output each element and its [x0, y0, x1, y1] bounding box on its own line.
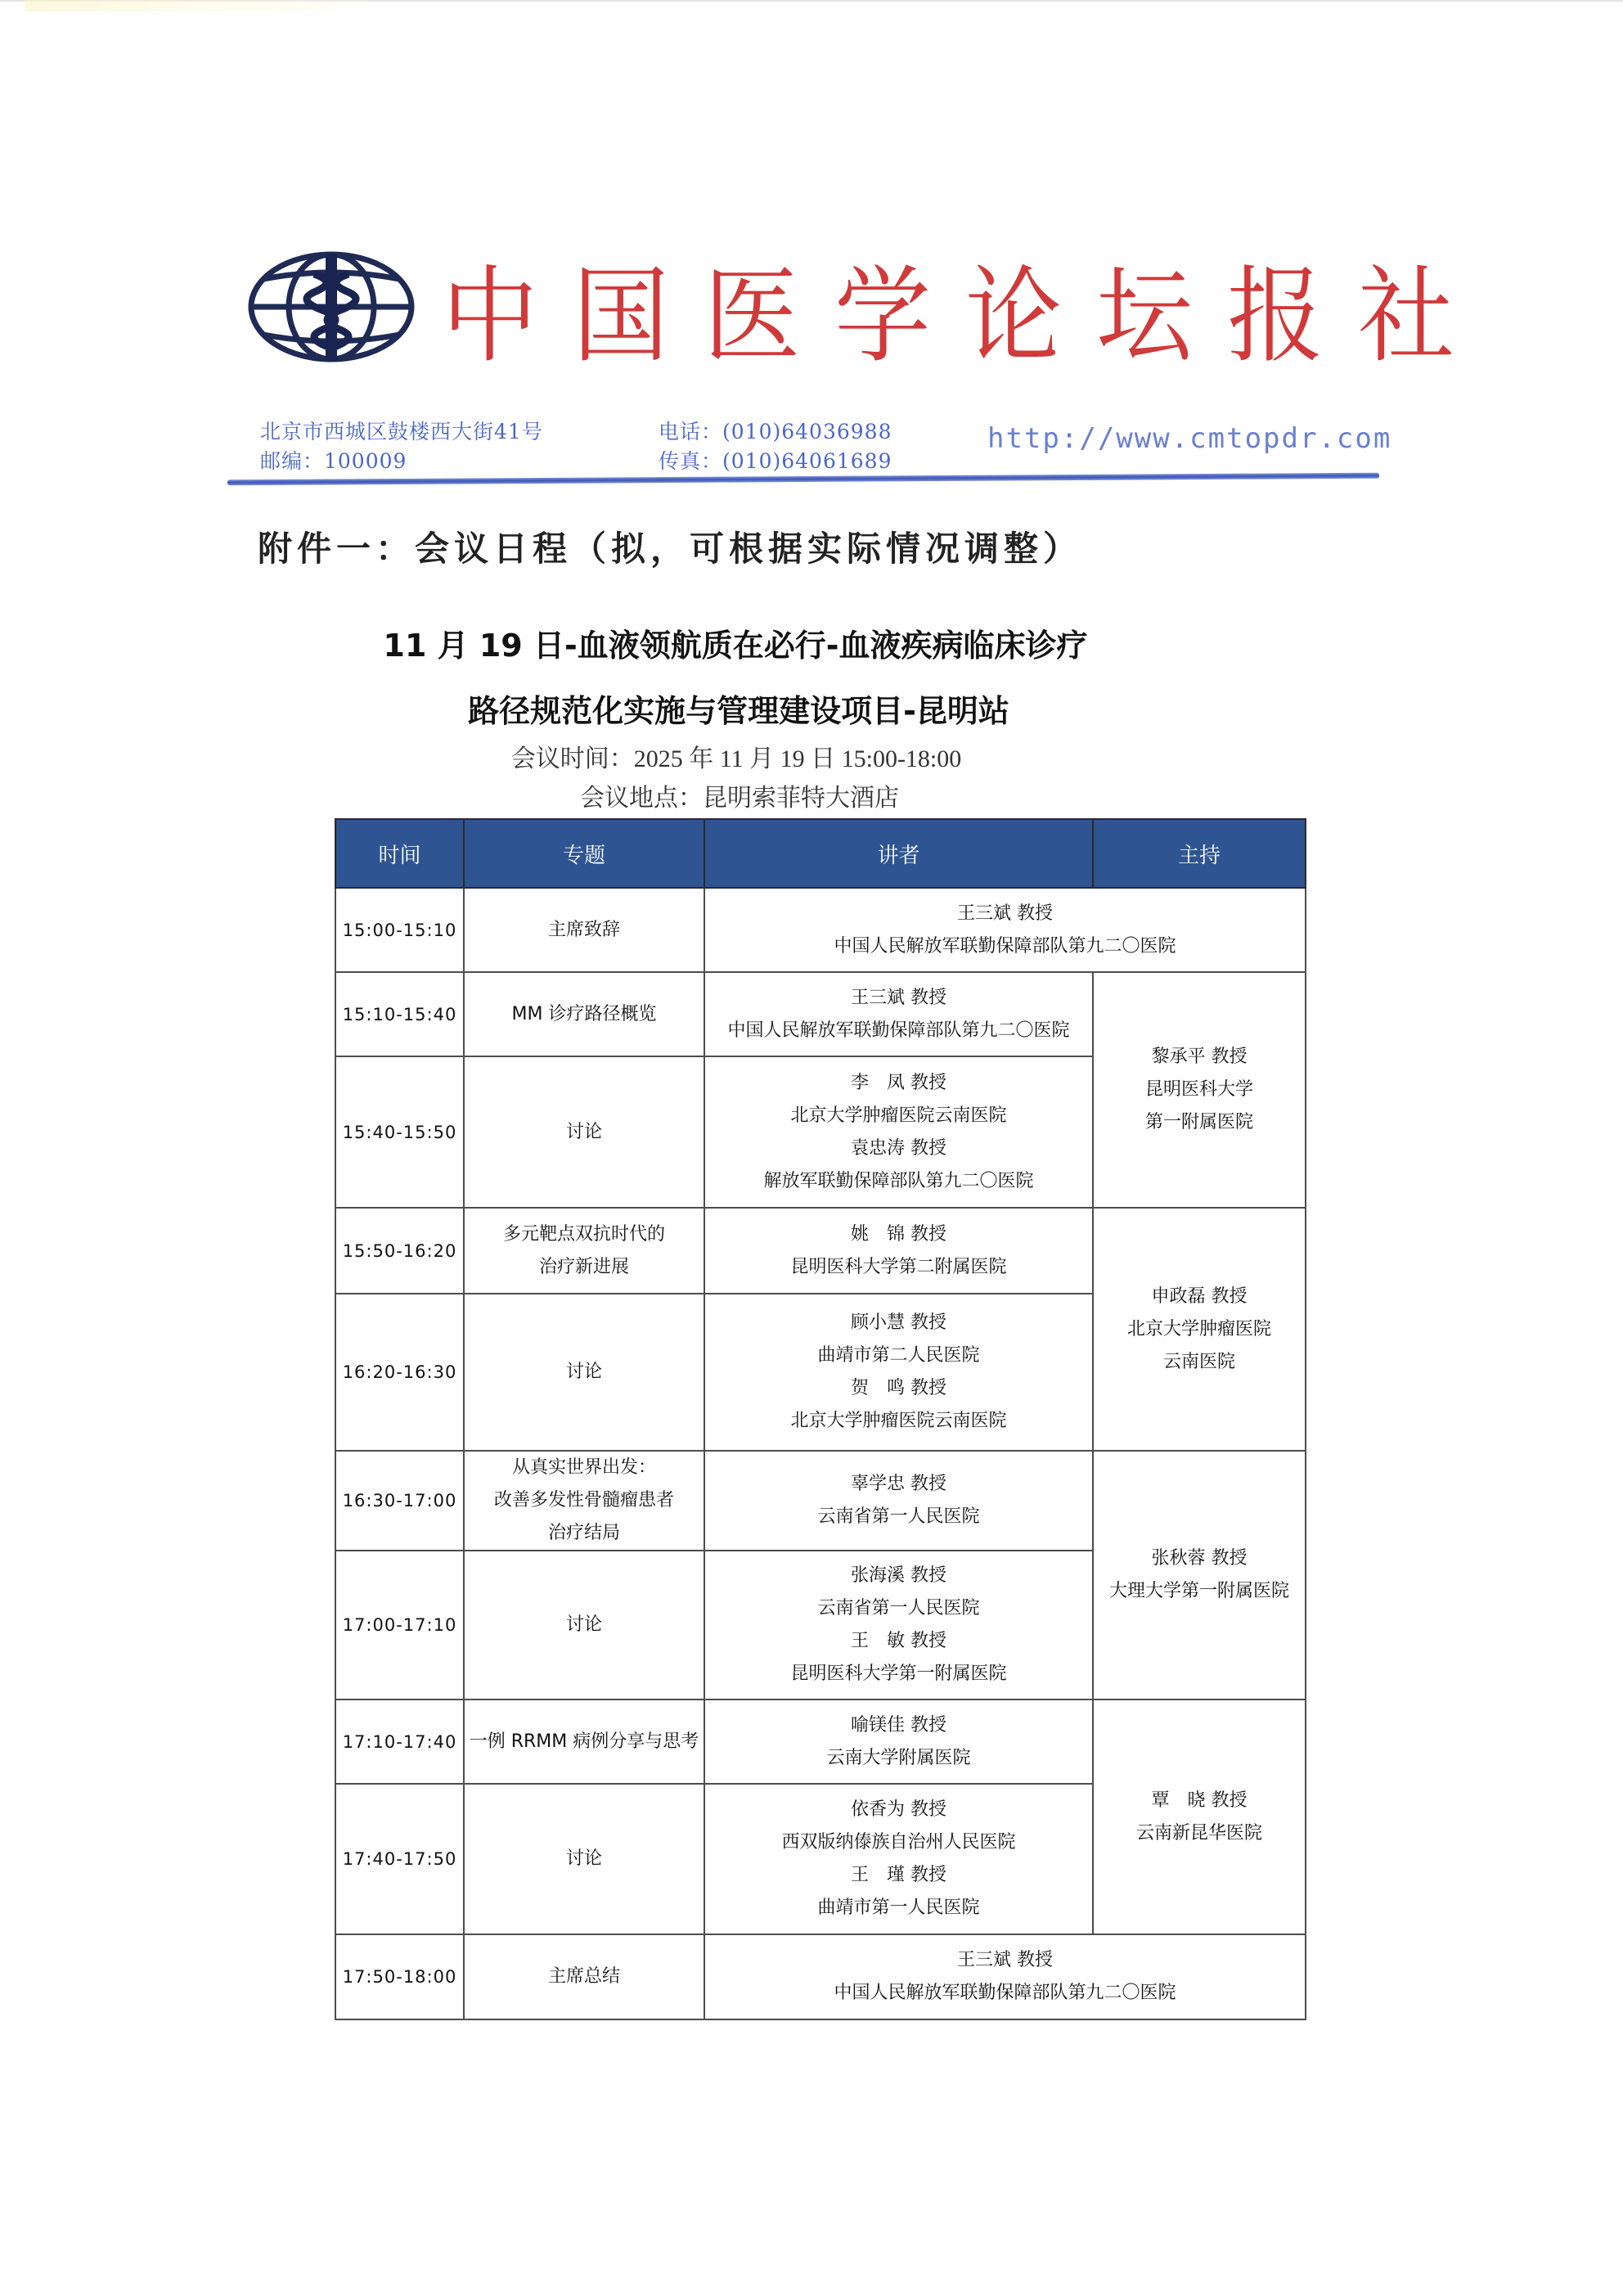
table-row	[335, 1934, 1306, 2019]
host-cell	[1093, 1451, 1306, 1699]
topic-cell	[464, 1934, 704, 2019]
topic-line: 一例 RRMM 病例分享与思考	[469, 1731, 699, 1752]
time-cell: 17:50-18:00	[335, 1934, 464, 2019]
topic-cell	[464, 888, 704, 972]
speaker-cell	[704, 1056, 1093, 1208]
address-line: 北京市西城区鼓楼西大街41号	[260, 420, 543, 443]
table-header-row	[335, 819, 1306, 888]
time-cell: 16:30-17:00	[335, 1451, 464, 1551]
speaker-affiliation: 曲靖市第一人民医院	[817, 1898, 980, 1918]
speaker-name: 王三斌 教授	[957, 1950, 1053, 1970]
host-cell	[1093, 1699, 1306, 1934]
host-affiliation: 北京大学肿瘤医院	[1126, 1318, 1271, 1339]
speaker-cell	[704, 1451, 1093, 1551]
host-affiliation: 云南医院	[1162, 1351, 1235, 1372]
host-affiliation: 昆明医科大学	[1144, 1079, 1253, 1100]
speaker-name: 李 凤 教授	[851, 1072, 946, 1093]
agenda-body	[335, 888, 1306, 2019]
time-cell: 17:40-17:50	[335, 1784, 464, 1934]
speaker-affiliation: 云南省第一人民医院	[817, 1506, 980, 1527]
time-cell: 17:00-17:10	[335, 1551, 464, 1699]
topic-line: 主席总结	[547, 1966, 620, 1987]
topic-cell	[464, 1551, 704, 1699]
topic-line: 治疗新进展	[538, 1256, 629, 1277]
time-cell: 15:10-15:40	[335, 972, 464, 1056]
topic-cell	[464, 1056, 704, 1208]
topic-cell	[464, 1294, 704, 1451]
header-host: 主持	[1093, 819, 1306, 888]
header-topic: 专题	[464, 819, 704, 888]
topic-line: 讨论	[565, 1362, 602, 1382]
speaker-cell	[704, 1699, 1093, 1784]
attachment-label: 附件一：会议日程（拟，可根据实际情况调整）	[258, 529, 1083, 569]
header-speaker: 讲者	[704, 819, 1093, 888]
speaker-cell	[704, 1294, 1093, 1451]
topic-cell	[464, 1784, 704, 1934]
speaker-name: 喻镁佳 教授	[851, 1714, 946, 1736]
phone-line: 电话：(010)64036988	[659, 420, 892, 443]
topic-line: 从真实世界出发：	[511, 1457, 656, 1478]
speaker-affiliation: 中国人民解放军联勤保障部队第九二〇医院	[834, 1983, 1176, 2003]
topic-cell	[464, 1699, 704, 1784]
host-name: 覃 晓 教授	[1151, 1790, 1248, 1811]
host-cell	[1093, 972, 1306, 1208]
speaker-name: 袁忠涛 教授	[851, 1137, 946, 1159]
topic-line: 主席致辞	[547, 919, 620, 940]
speaker-affiliation: 云南省第一人民医院	[817, 1598, 980, 1618]
topic-line: MM 诊疗路径概览	[511, 1003, 657, 1024]
topic-line: 讨论	[565, 1121, 602, 1142]
topic-line: 讨论	[565, 1848, 602, 1869]
topic-line: 改善多发性骨髓瘤患者	[493, 1490, 674, 1510]
speaker-name: 王三斌 教授	[957, 903, 1053, 924]
host-affiliation: 大理大学第一附属医院	[1108, 1581, 1289, 1601]
topic-cell	[464, 1451, 704, 1551]
speaker-name: 张海溪 教授	[851, 1565, 946, 1586]
topic-line: 多元靶点双抗时代的	[502, 1223, 665, 1245]
topic-line: 讨论	[565, 1614, 602, 1635]
speaker-name: 王 敏 教授	[851, 1631, 946, 1651]
header-time: 时间	[335, 819, 464, 888]
time-cell: 16:20-16:30	[335, 1294, 464, 1451]
meeting-time: 会议时间：2025 年 11 月 19 日 15:00-18:00	[510, 745, 962, 772]
table-row	[335, 1208, 1306, 1294]
speaker-cell	[704, 1208, 1093, 1294]
speaker-affiliation: 昆明医科大学第一附属医院	[790, 1663, 1007, 1684]
topic-line: 治疗结局	[547, 1523, 620, 1543]
time-cell: 17:10-17:40	[335, 1699, 464, 1784]
speaker-affiliation: 昆明医科大学第二附属医院	[790, 1256, 1007, 1277]
contact-phone-fax	[659, 417, 892, 476]
table-row	[335, 972, 1306, 1056]
host-name: 申政磊 教授	[1151, 1285, 1248, 1307]
time-cell: 15:00-15:10	[335, 888, 464, 972]
speaker-name: 贺 鸣 教授	[851, 1378, 946, 1398]
time-cell: 15:40-15:50	[335, 1056, 464, 1208]
speaker-affiliation: 西双版纳傣族自治州人民医院	[781, 1832, 1016, 1853]
speaker-affiliation: 云南大学附属医院	[826, 1747, 971, 1768]
speaker-cell	[704, 1784, 1093, 1934]
speaker-affiliation: 曲靖市第二人民医院	[817, 1345, 980, 1366]
speaker-name: 依香为 教授	[851, 1799, 946, 1820]
agenda-table	[335, 818, 1306, 2020]
speaker-cell	[704, 1551, 1093, 1699]
host-affiliation: 云南新昆华医院	[1135, 1822, 1262, 1844]
table-row	[335, 1451, 1306, 1551]
meeting-place: 会议地点：昆明索菲特大酒店	[580, 785, 899, 812]
speaker-cell	[704, 888, 1306, 972]
host-affiliation: 第一附属医院	[1144, 1112, 1253, 1132]
speaker-affiliation: 中国人民解放军联勤保障部队第九二〇医院	[727, 1020, 1070, 1041]
speaker-cell	[704, 1934, 1306, 2019]
speaker-name: 王 瑾 教授	[851, 1865, 946, 1885]
speaker-name: 顾小慧 教授	[851, 1312, 946, 1333]
document-title-line-2: 路径规范化实施与管理建设项目-昆明站	[468, 693, 1009, 729]
host-name: 张秋蓉 教授	[1151, 1548, 1248, 1569]
organization-masthead: 中国医学论坛报社	[442, 254, 1490, 377]
fax-line: 传真：(010)64061689	[659, 449, 892, 473]
contact-address	[260, 417, 543, 476]
speaker-name: 姚 锦 教授	[851, 1223, 946, 1245]
speaker-affiliation: 中国人民解放军联勤保障部队第九二〇医院	[834, 935, 1176, 957]
topic-cell	[464, 1208, 704, 1294]
host-name: 黎承平 教授	[1151, 1047, 1248, 1067]
document-title-line-1: 11 月 19 日-血液领航质在必行-血液疾病临床诊疗	[383, 628, 1088, 664]
speaker-affiliation: 解放军联勤保障部队第九二〇医院	[763, 1170, 1034, 1191]
speaker-affiliation: 北京大学肿瘤医院云南医院	[790, 1105, 1007, 1126]
host-cell	[1093, 1208, 1306, 1451]
scan-artifact	[25, 0, 368, 11]
topic-cell	[464, 972, 704, 1056]
speaker-name: 王三斌 教授	[851, 987, 946, 1008]
speaker-affiliation: 北京大学肿瘤医院云南医院	[790, 1411, 1007, 1431]
table-row	[335, 1699, 1306, 1784]
postal-line: 邮编：100009	[260, 449, 407, 473]
speaker-name: 辜学忠 教授	[851, 1474, 946, 1494]
table-row	[335, 888, 1306, 972]
time-cell: 15:50-16:20	[335, 1208, 464, 1294]
globe-caduceus-logo-icon	[245, 250, 417, 364]
speaker-cell	[704, 972, 1093, 1056]
website-link[interactable]: http://www.cmtopdr.com	[987, 422, 1392, 455]
